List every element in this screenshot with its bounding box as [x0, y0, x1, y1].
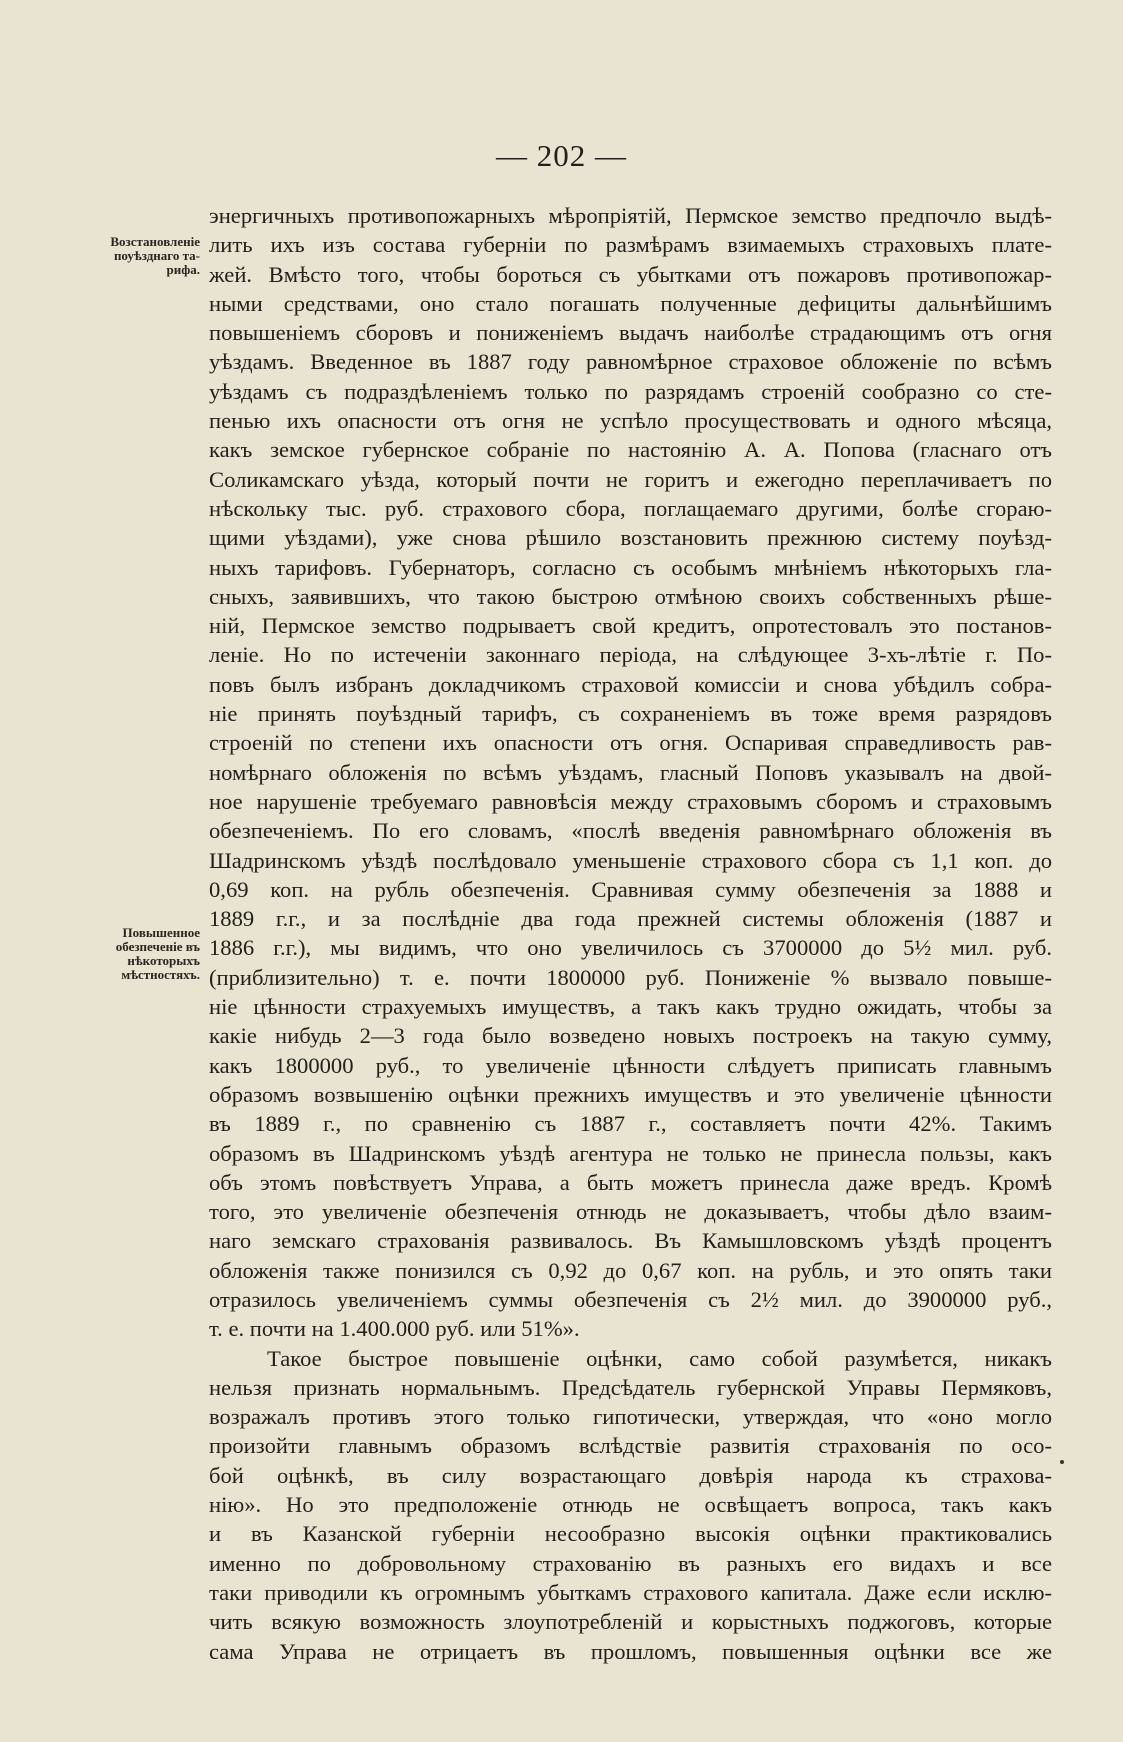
text-line: ніе принять поуѣздный тарифъ, съ сохраненіемъ въ тоже время разрядовъ [209, 701, 1052, 727]
text-line: какъ земское губернское собраніе по настоянію А. А. Попова (гласнаго отъ [209, 437, 1052, 463]
margin-note-line: мѣстностяхъ. [121, 967, 200, 982]
margin-note-line: поуѣзднаго та- [113, 248, 200, 263]
text-line: возражалъ противъ этого только гипотически, утверждая, что «оно могло [209, 1404, 1052, 1430]
text-line: таки приводили къ огромнымъ убыткамъ страхового капитала. Даже если исклю- [209, 1579, 1052, 1605]
margin-note-line: Повышенное [122, 925, 200, 940]
text-line: щими уѣздами), уже снова рѣшило возстановить прежнюю систему поуѣзд- [209, 525, 1052, 551]
text-line: (приблизительно) т. е. почти 1800000 руб. Пониженіе % вызвало повыше- [209, 964, 1052, 990]
text-line: Соликамскаго уѣзда, который почти не горитъ и ежегодно переплачиваетъ по [209, 466, 1052, 492]
text-line: нію». Но это предположеніе отнюдь не освѣщаетъ вопроса, такъ какъ [209, 1492, 1052, 1518]
text-line: повъ былъ избранъ докладчикомъ страховой комиссіи и снова убѣдилъ собра- [209, 671, 1052, 697]
text-line: произойти главнымъ образомъ вслѣдствіе развитія страхованія по осо- [209, 1433, 1052, 1459]
text-line: Шадринскомъ уѣздѣ послѣдовало уменьшеніе страхового сбора съ 1,1 коп. до [209, 847, 1052, 873]
text-line: какіе нибудь 2—3 года было возведено новыхъ построекъ на такую сумму, [209, 1023, 1052, 1049]
text-line: нѣскольку тыс. руб. страхового сбора, поглащаемаго другими, болѣе сгораю- [209, 495, 1052, 521]
text-line: энергичныхъ противопожарныхъ мѣропріятій, Пермское земство предпочло выдѣ- [209, 203, 1052, 228]
text-line: отразилось увеличеніемъ суммы обезпеченія съ 2½ мил. до 3900000 руб., [209, 1286, 1052, 1312]
text-line: 1886 г.г.), мы видимъ, что оно увеличилось съ 3700000 до 5½ мил. руб. [209, 935, 1052, 961]
text-line: того, это увеличеніе обезпеченія отнюдь не доказываетъ, чтобы дѣло взаим- [209, 1199, 1052, 1225]
text-line: уѣздамъ. Введенное въ 1887 году равномѣрное страховое обложеніе по всѣмъ [209, 349, 1052, 375]
margin-note-coverage [62, 926, 200, 982]
text-line: ными средствами, оно стало погашать полученные дефициты дальнѣйшимъ [209, 290, 1052, 316]
text-line: ное нарушеніе требуемаго равновѣсія между страховымъ сборомъ и страховымъ [209, 788, 1052, 814]
text-line: Такое быстрое повышеніе оцѣнки, само собой разумѣется, никакъ [267, 1345, 1052, 1371]
text-line: жей. Вмѣсто того, чтобы бороться съ убытками отъ пожаровъ противопожар- [209, 261, 1052, 287]
margin-note-tariff [62, 235, 200, 277]
text-line: сныхъ, заявившихъ, что такою быстрою отмѣною своихъ собственныхъ рѣше- [209, 583, 1052, 609]
text-line: ныхъ тарифовъ. Губернаторъ, согласно съ особымъ мнѣніемъ нѣкоторыхъ гла- [209, 554, 1052, 580]
text-line: ніе цѣнности страхуемыхъ имуществъ, а такъ какъ трудно ожидать, чтобы за [209, 994, 1052, 1020]
text-line: 0,69 коп. на рубль обезпеченія. Сравнивая сумму обезпеченія за 1888 и [209, 876, 1052, 902]
text-line: обложенія также понизился съ 0,92 до 0,67 коп. на рубль, и это опять таки [209, 1257, 1052, 1283]
text-line: пенью ихъ опасности отъ огня не успѣло просуществовать и одного мѣсяца, [209, 408, 1052, 434]
text-line: обезпеченіемъ. По его словамъ, «послѣ введенія равномѣрнаго обложенія въ [209, 818, 1052, 844]
text-line: какъ 1800000 руб., то увеличеніе цѣнности слѣдуетъ приписать главнымъ [209, 1052, 1052, 1078]
text-line: уѣздамъ съ подраздѣленіемъ только по разрядамъ строеній сообразно со сте- [209, 378, 1052, 404]
text-line: т. е. почти на 1.400.000 руб. или 51%». [209, 1316, 580, 1342]
margin-note-line: обезпеченіе въ [115, 939, 200, 954]
text-line: ній, Пермское земство подрываетъ свой кредитъ, опротестовалъ это постанов- [209, 613, 1052, 639]
text-line: бой оцѣнкѣ, въ силу возрастающаго довѣрія народа къ страхова- [209, 1462, 1052, 1488]
margin-note-line: Возстановленіе [110, 234, 200, 249]
text-line: чить всякую возможность злоупотребленій и корыстныхъ поджоговъ, которые [209, 1609, 1052, 1635]
text-line: нельзя признать нормальнымъ. Предсѣдатель губернской Управы Пермяковъ, [209, 1374, 1052, 1400]
text-line: лить ихъ изъ состава губерніи по размѣрамъ взимаемыхъ страховыхъ плате- [209, 232, 1052, 258]
text-line: и въ Казанской губерніи несообразно высокія оцѣнки практиковались [209, 1521, 1052, 1547]
text-line: именно по добровольному страхованію въ разныхъ его видахъ и все [209, 1550, 1052, 1576]
text-line: образомъ въ Шадринскомъ уѣздѣ агентура не только не принесла пользы, какъ [209, 1140, 1052, 1166]
text-line: леніе. Но по истеченіи законнаго періода, на слѣдующее 3-хъ-лѣтіе г. По- [209, 642, 1052, 668]
margin-note-line: нѣкоторыхъ [127, 953, 200, 968]
text-line: объ этомъ повѣствуетъ Управа, а быть можетъ принесла даже вредъ. Кромѣ [209, 1169, 1052, 1195]
text-line: номѣрнаго обложенія по всѣмъ уѣздамъ, гласный Поповъ указывалъ на двой- [209, 759, 1052, 785]
margin-note-line: рифа. [166, 262, 200, 277]
text-line: въ 1889 г., по сравненію съ 1887 г., составляетъ почти 42%. Такимъ [209, 1111, 1052, 1137]
text-line: строеній по степени ихъ опасности отъ огня. Оспаривая справедливость рав- [209, 730, 1052, 756]
ink-speck [1060, 1460, 1064, 1464]
text-line: сама Управа не отрицаетъ въ прошломъ, повышенныя оцѣнки все же [209, 1638, 1052, 1664]
text-line: наго земскаго страхованія развивалось. Въ Камышловскомъ уѣздѣ процентъ [209, 1228, 1052, 1254]
body-text [209, 201, 1052, 1666]
text-line: образомъ возвышенію оцѣнки прежнихъ имуществъ и это увеличеніе цѣнности [209, 1081, 1052, 1107]
text-line: повышеніемъ сборовъ и пониженіемъ выдачъ наиболѣе страдающимъ отъ огня [209, 320, 1052, 346]
text-line: 1889 г.г., и за послѣдніе два года прежней системы обложенія (1887 и [209, 906, 1052, 932]
page-number: — 202 — [496, 138, 627, 173]
